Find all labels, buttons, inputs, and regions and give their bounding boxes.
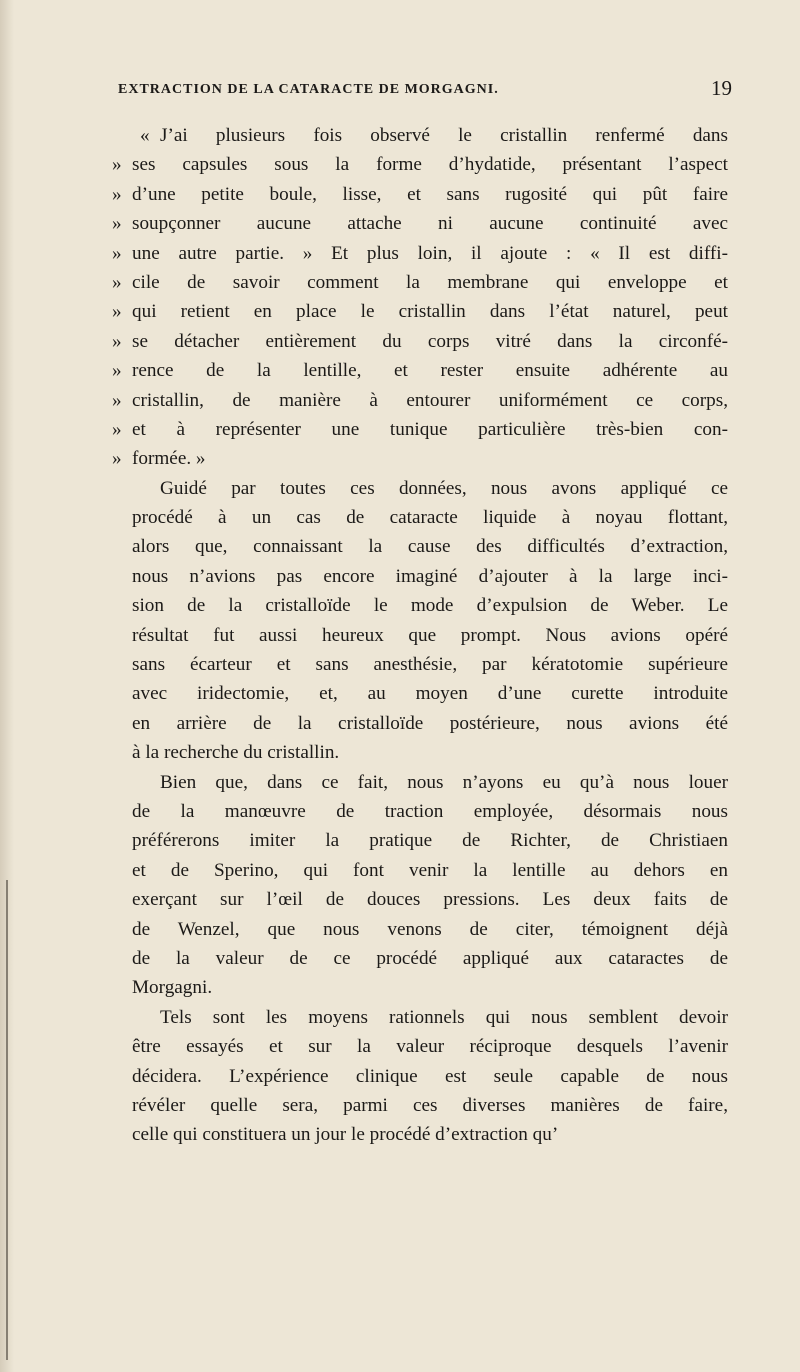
line-text: nous n’avions pas encore imaginé d’ajouter à la large inci- bbox=[132, 565, 728, 587]
text-line bbox=[112, 415, 728, 444]
text-line bbox=[132, 474, 728, 503]
line-text: décidera. L’expérience clinique est seule capable de nous bbox=[132, 1065, 728, 1087]
running-title: EXTRACTION DE LA CATARACTE DE MORGAGNI. bbox=[118, 82, 499, 97]
line-text: qui retient en place le cristallin dans l’état naturel, peut bbox=[132, 301, 728, 323]
line-text: à la recherche du cristallin. bbox=[132, 742, 340, 764]
text-line bbox=[132, 532, 728, 561]
line-text: et à représenter une tunique particulière très-bien con- bbox=[132, 418, 728, 440]
line-text: en arrière de la cristalloïde postérieure, nous avions été bbox=[132, 712, 728, 734]
line-text: soupçonner aucune attache ni aucune continuité avec bbox=[132, 213, 728, 235]
quote-mark: » bbox=[112, 448, 122, 470]
line-text: rence de la lentille, et rester ensuite adhérente au bbox=[132, 360, 728, 382]
line-text: formée. » bbox=[132, 448, 206, 470]
quote-mark: » bbox=[112, 242, 122, 264]
text-line bbox=[132, 944, 728, 973]
quote-mark: » bbox=[112, 389, 122, 411]
quote-mark: « bbox=[140, 125, 150, 146]
text-line bbox=[132, 915, 728, 944]
binding-edge-line bbox=[6, 880, 8, 1360]
line-text: de Wenzel, que nous venons de citer, témoignent déjà bbox=[132, 918, 728, 940]
text-line bbox=[112, 268, 728, 297]
text-line bbox=[112, 327, 728, 356]
line-text: alors que, connaissant la cause des difficultés d’extraction, bbox=[132, 536, 728, 558]
line-text: exerçant sur l’œil de douces pressions. Les deux faits de bbox=[132, 889, 728, 911]
text-line bbox=[132, 679, 728, 708]
line-text: celle qui constituera un jour le procédé d’extraction qu’ bbox=[132, 1124, 559, 1146]
line-text: J’ai plusieurs fois observé le cristallin renfermé dans bbox=[160, 125, 728, 146]
line-text: de la manœuvre de traction employée, désormais nous bbox=[132, 800, 728, 822]
line-text: d’une petite boule, lisse, et sans rugosité qui pût faire bbox=[132, 183, 728, 205]
text-line bbox=[132, 1032, 728, 1061]
line-text: Tels sont les moyens rationnels qui nous semblent devoir bbox=[160, 1006, 728, 1028]
line-text: résultat fut aussi heureux que prompt. Nous avions opéré bbox=[132, 624, 728, 646]
line-text: Morgagni. bbox=[132, 977, 213, 999]
line-text: cile de savoir comment la membrane qui enveloppe et bbox=[132, 271, 728, 293]
line-text: être essayés et sur la valeur réciproque desquels l’avenir bbox=[132, 1036, 728, 1058]
line-text: ses capsules sous la forme d’hydatide, présentant l’aspect bbox=[132, 154, 728, 176]
line-text: de la valeur de ce procédé appliqué aux cataractes de bbox=[132, 947, 728, 969]
text-line bbox=[132, 1062, 728, 1091]
text-line bbox=[132, 621, 728, 650]
quote-mark: » bbox=[112, 271, 122, 293]
text-line bbox=[112, 444, 728, 473]
quote-mark: » bbox=[112, 183, 122, 205]
text-line bbox=[132, 768, 728, 797]
text-line bbox=[132, 121, 728, 150]
quote-mark: » bbox=[112, 360, 122, 382]
text-line bbox=[132, 797, 728, 826]
text-line bbox=[132, 650, 728, 679]
line-text: cristallin, de manière à entourer uniformément ce corps, bbox=[132, 389, 728, 411]
line-text: sion de la cristalloïde le mode d’expulsion de Weber. Le bbox=[132, 595, 728, 617]
text-line bbox=[112, 239, 728, 268]
line-text: se détacher entièrement du corps vitré dans la circonfé- bbox=[132, 330, 728, 352]
line-text: procédé à un cas de cataracte liquide à noyau flottant, bbox=[132, 507, 728, 529]
line-text: avec iridectomie, et, au moyen d’une curette introduite bbox=[132, 683, 728, 705]
body-text bbox=[112, 121, 728, 1150]
text-line bbox=[112, 150, 728, 179]
line-text: sans écarteur et sans anesthésie, par kératotomie supérieure bbox=[132, 654, 728, 676]
text-line bbox=[132, 562, 728, 591]
line-text: une autre partie. » Et plus loin, il ajoute : « Il est diffi- bbox=[132, 242, 728, 264]
quote-mark: » bbox=[112, 418, 122, 440]
line-text: préférerons imiter la pratique de Richter, de Christiaen bbox=[132, 830, 728, 852]
text-line bbox=[132, 503, 728, 532]
page-header bbox=[118, 76, 732, 104]
page-number: 19 bbox=[711, 76, 732, 100]
text-line bbox=[132, 885, 728, 914]
line-text: Guidé par toutes ces données, nous avons appliqué ce bbox=[160, 477, 728, 499]
text-line bbox=[112, 180, 728, 209]
quote-mark: » bbox=[112, 330, 122, 352]
quote-mark: » bbox=[112, 301, 122, 323]
quote-mark: » bbox=[112, 154, 122, 176]
line-text: Bien que, dans ce fait, nous n’ayons eu qu’à nous louer bbox=[160, 771, 728, 793]
text-line bbox=[132, 738, 728, 767]
line-text: et de Sperino, qui font venir la lentille au dehors en bbox=[132, 859, 728, 881]
line-text: révéler quelle sera, parmi ces diverses manières de faire, bbox=[132, 1094, 728, 1116]
text-line bbox=[112, 356, 728, 385]
text-line bbox=[112, 209, 728, 238]
text-line bbox=[112, 386, 728, 415]
text-line bbox=[132, 856, 728, 885]
text-line bbox=[132, 1003, 728, 1032]
text-line bbox=[132, 826, 728, 855]
text-line bbox=[132, 973, 728, 1002]
quote-mark: » bbox=[112, 213, 122, 235]
text-line bbox=[132, 591, 728, 620]
text-line bbox=[112, 297, 728, 326]
text-line bbox=[132, 1091, 728, 1120]
text-line bbox=[132, 1120, 728, 1149]
text-line bbox=[132, 709, 728, 738]
